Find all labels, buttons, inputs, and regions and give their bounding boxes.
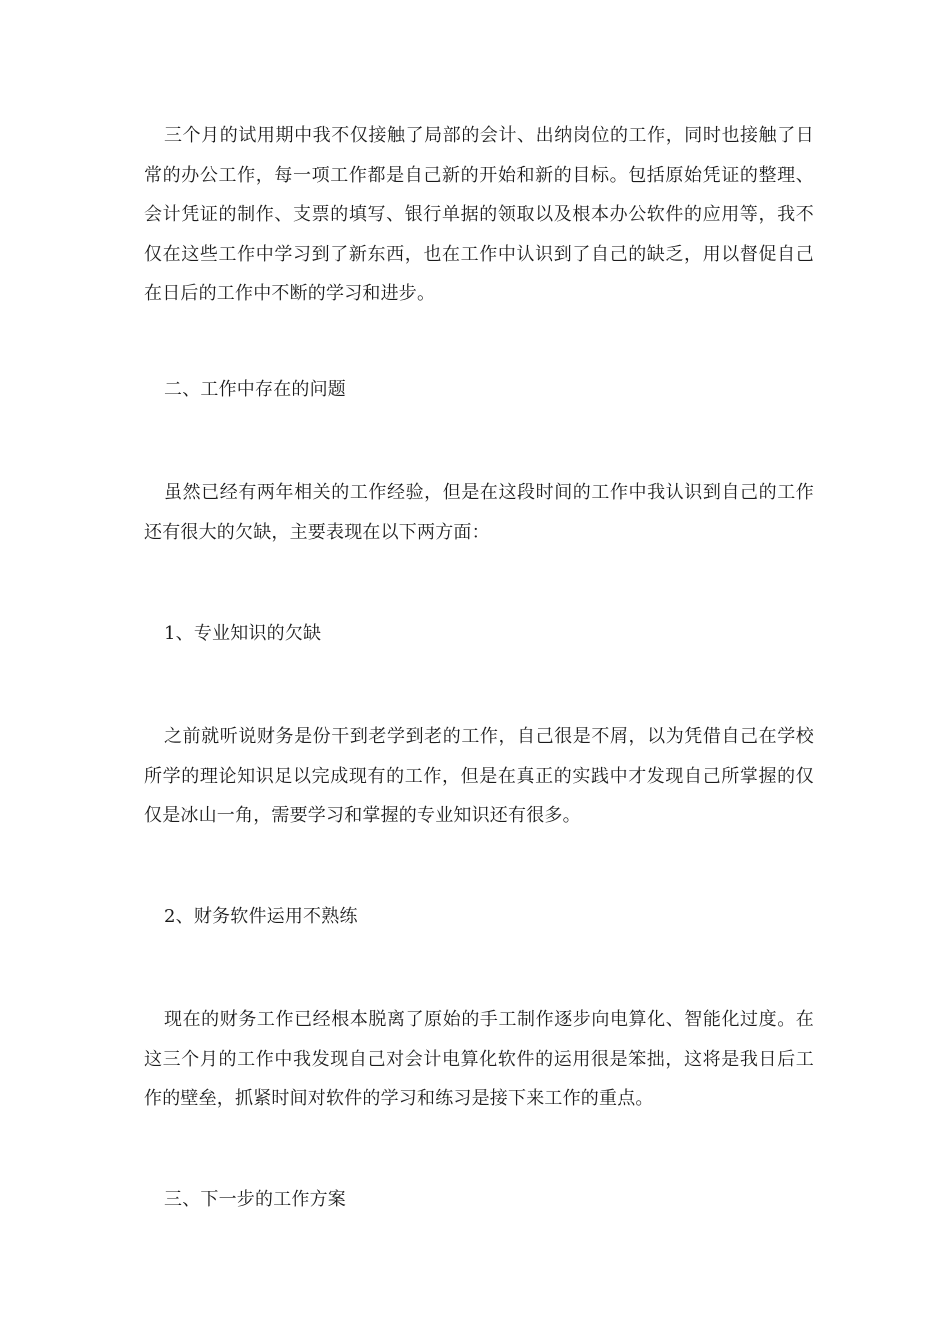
heading-next-plan: 三、下一步的工作方案: [164, 1189, 346, 1210]
heading-software-skills: 2、财务软件运用不熟练: [164, 906, 358, 927]
paragraph-software-skills: 现在的财务工作已经根本脱离了原始的手工制作逐步向电算化、智能化过度。在这三个月的工作中我发现自己对会计电算化软件的运用很是笨拙，这将是我日后工作的壁垒，抓紧时间对软件的学习和练习是接下来工作的重点。: [144, 1009, 814, 1109]
paragraph-problems-intro: 虽然已经有两年相关的工作经验，但是在这段时间的工作中我认识到自己的工作还有很大的欠缺，主要表现在以下两方面：: [144, 482, 814, 543]
heading-problems: 二、工作中存在的问题: [164, 379, 346, 400]
paragraph-probation-summary: 三个月的试用期中我不仅接触了局部的会计、出纳岗位的工作，同时也接触了日常的办公工作，每一项工作都是自己新的开始和新的目标。包括原始凭证的整理、会计凭证的制作、支票的填写、银行单据的领取以及根本办公软件的应用等，我不仅在这些工作中学习到了新东西，也在工作中认识到了自己的缺乏，用以督促自己在日后的工作中不断的学习和进步。: [144, 125, 814, 304]
heading-knowledge-gap: 1、专业知识的欠缺: [164, 623, 322, 644]
paragraph-knowledge-gap: 之前就听说财务是份干到老学到老的工作，自己很是不屑，以为凭借自己在学校所学的理论知识足以完成现有的工作，但是在真正的实践中才发现自己所掌握的仅仅是冰山一角，需要学习和掌握的专业知识还有很多。: [144, 726, 814, 826]
